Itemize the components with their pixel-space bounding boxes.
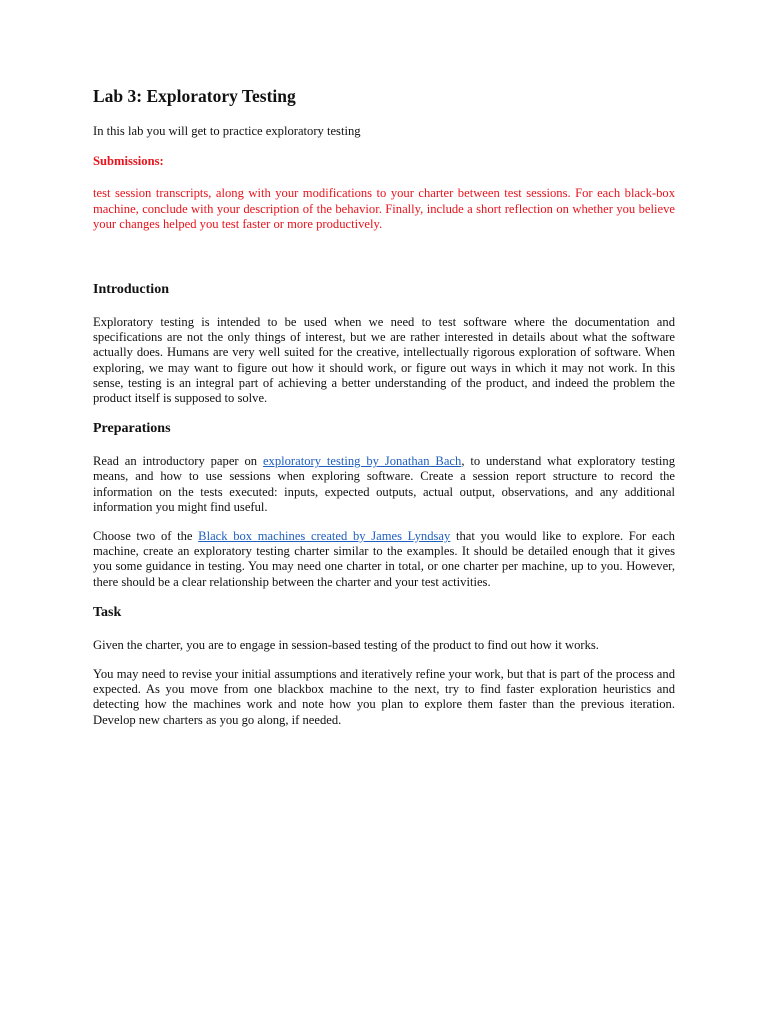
introduction-text: Exploratory testing is intended to be used when we need to test software where the documentation and specifications are not the only things of interest, but we are rather interested in details about what the software actually does. Humans are very well suited for the creative, intellectually rigorous exploration of software. When exploring, we may want to figure out how it should work, or figure out ways in which it may not work. In this sense, testing is an integral part of achieving a better understanding of the product, and indeed the problem the product itself is supposed to solve. (93, 315, 675, 406)
preparations-paragraph-2 (93, 529, 675, 590)
task-heading: Task (93, 604, 122, 620)
preparations-heading: Preparations (93, 421, 171, 437)
blackbox-machines-link[interactable]: Black box machines created by James Lyndsay (198, 529, 451, 544)
preparations-paragraph-1 (93, 454, 675, 515)
document-page (93, 84, 675, 742)
page-title: Lab 3: Exploratory Testing (93, 86, 296, 106)
intro-line: In this lab you will get to practice exploratory testing (93, 124, 361, 138)
submissions-text: test session transcripts, along with your modifications to your charter between test sessions. For each black-box machine, conclude with your description of the behavior. Finally, include a short reflection on whether you believe your changes helped you test faster or more productively. (93, 186, 675, 231)
submissions-heading: Submissions: (93, 154, 164, 169)
preparations-p2-after: that you would like to explore. For each machine, create an exploratory testing charter similar to the examples. It should be detailed enough that it gives you some guidance in testing. You may need one charter in total, or one charter per machine, up to you. However, there should be a clear relationship between the charter and your test activities. (93, 529, 675, 589)
preparations-p2-before: Choose two of the (93, 529, 199, 544)
preparations-p1-before: Read an introductory paper on (93, 454, 263, 469)
task-paragraph-2: You may need to revise your initial assumptions and iteratively refine your work, but that is part of the process and expected. As you move from one blackbox machine to the next, try to find faster exploration heuristics and detecting how the machines work and note how you plan to explore them faster than the previous iteration. Develop new charters as you go along, if needed. (93, 667, 675, 727)
preparations-p1-after: , to understand what exploratory testing means, and how to use sessions when exploring software. Create a session report structure to record the information on the tests executed: inputs, expected outputs, actual output, observations, and any additional information you might find useful. (93, 454, 675, 514)
task-paragraph-1: Given the charter, you are to engage in session-based testing of the product to find out how it works. (93, 637, 599, 652)
bach-paper-link[interactable]: exploratory testing by Jonathan Bach (262, 454, 462, 469)
introduction-heading: Introduction (93, 282, 169, 298)
